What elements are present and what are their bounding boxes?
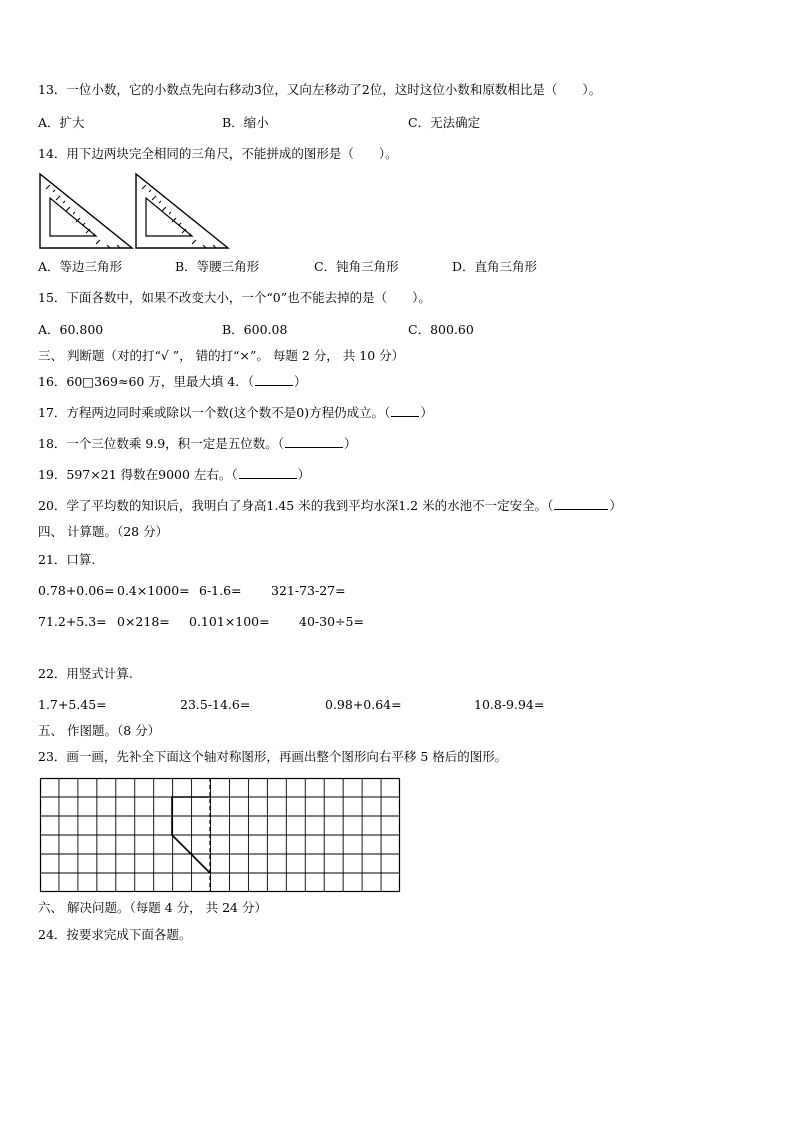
q21-item: 0×218= [117, 614, 170, 629]
q17-answer-blank[interactable] [391, 405, 419, 417]
q17-line [38, 405, 433, 421]
section-5-heading: 五、 作图题。（8 分） [38, 723, 161, 738]
q15-option-a: A．60.800 [38, 322, 104, 337]
q23-text: 23．画一画，先补全下面这个轴对称图形，再画出整个图形向右平移 5 格后的图形。 [38, 749, 508, 764]
q16-close: ） [294, 374, 307, 389]
q20-answer-blank[interactable] [554, 498, 608, 510]
q22-item: 10.8-9.94= [474, 697, 545, 712]
section-6-heading: 六、 解决问题。（每题 4 分， 共 24 分） [38, 900, 267, 915]
q21-item: 40-30÷5= [299, 614, 364, 629]
q13-option-b: B．缩小 [222, 115, 269, 130]
q18-line [38, 436, 357, 452]
q14-option-d: D．直角三角形 [452, 259, 538, 274]
set-square-figure-2 [134, 172, 230, 250]
q16-line [38, 374, 307, 390]
set-square-figure-1 [38, 172, 134, 250]
q14-option-c: C．钝角三角形 [314, 259, 399, 274]
q20-text: 20．学了平均数的知识后，我明白了身高1.45 米的我到平均水深1.2 米的水池不一定安全。（ [38, 498, 554, 513]
q15-text: 15．下面各数中，如果不改变大小，一个“0”也不能去掉的是（ ）。 [38, 290, 431, 305]
drawing-grid[interactable] [40, 778, 400, 892]
q21-item: 0.101×100= [189, 614, 270, 629]
q21-title: 21．口算. [38, 552, 96, 567]
section-4-heading: 四、 计算题。（28 分） [38, 524, 169, 539]
q16-answer-blank[interactable] [255, 374, 293, 386]
q14-text: 14．用下边两块完全相同的三角尺，不能拼成的图形是（ ）。 [38, 146, 398, 161]
q19-line [38, 467, 310, 483]
q17-text: 17．方程两边同时乘或除以一个数(这个数不是0)方程仍成立。（ [38, 405, 391, 420]
q24-text: 24．按要求完成下面各题。 [38, 927, 192, 942]
q20-close: ） [609, 498, 622, 513]
section-3-heading: 三、 判断题（对的打“√ ”， 错的打“×”。 每题 2 分， 共 10 分） [38, 348, 405, 363]
q21-item: 0.4×1000= [117, 583, 190, 598]
q16-text: 16．60□369≈60 万，里最大填 4．（ [38, 374, 255, 389]
q20-line [38, 498, 622, 514]
q13-text: 13．一位小数，它的小数点先向右移动3位，又向左移动了2位，这时这位小数和原数相比是（ ）。 [38, 82, 602, 97]
q19-text: 19．597×21 得数在9000 左右。（ [38, 467, 238, 482]
q17-close: ） [420, 405, 433, 420]
q14-option-a: A．等边三角形 [38, 259, 123, 274]
q21-item: 6-1.6= [199, 583, 242, 598]
q18-close: ） [344, 436, 357, 451]
q13-option-c: C．无法确定 [408, 115, 481, 130]
q18-answer-blank[interactable] [285, 436, 343, 448]
q15-option-b: B．600.08 [222, 322, 288, 337]
q21-item: 71.2+5.3= [38, 614, 107, 629]
q21-item: 321-73-27= [271, 583, 346, 598]
q22-item: 23.5-14.6= [180, 697, 251, 712]
q19-answer-blank[interactable] [239, 467, 297, 479]
q19-close: ） [297, 467, 311, 482]
q22-item: 0.98+0.64= [325, 697, 402, 712]
q18-text: 18．一个三位数乘 9.9，积一定是五位数。（ [38, 436, 285, 451]
q22-title: 22．用竖式计算. [38, 666, 133, 681]
q21-item: 0.78+0.06= [38, 583, 115, 598]
q15-option-c: C．800.60 [408, 322, 474, 337]
q14-option-b: B．等腰三角形 [175, 259, 260, 274]
q22-item: 1.7+5.45= [38, 697, 107, 712]
q13-option-a: A．扩大 [38, 115, 85, 130]
